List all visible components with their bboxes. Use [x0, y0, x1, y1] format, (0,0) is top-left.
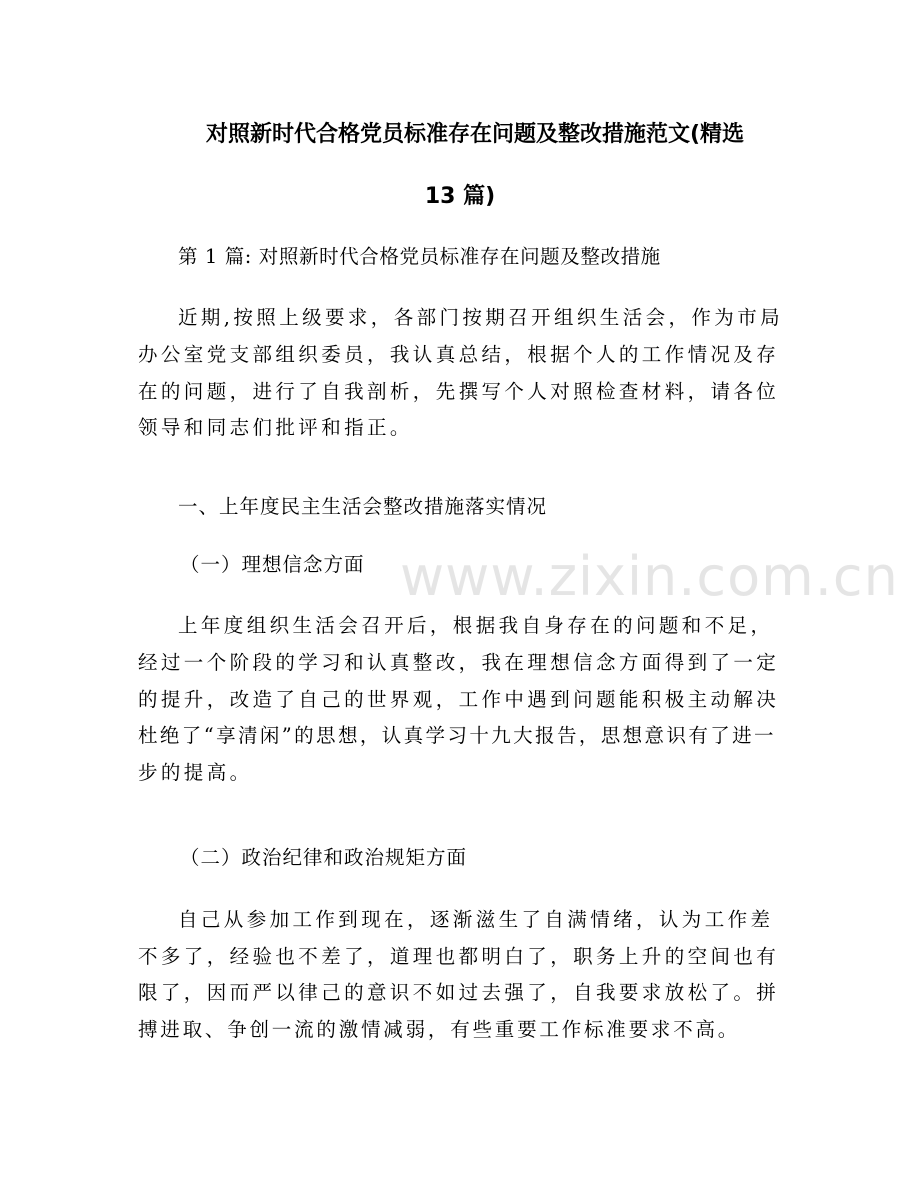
document-title-line-2: 13 篇) [424, 184, 496, 209]
paragraph-2-line-3: 的提升，改造了自己的世界观，工作中遇到问题能积极主动解决 [138, 688, 780, 711]
chapter-heading: 第 1 篇: 对照新时代合格党员标准存在问题及整改措施 [178, 245, 661, 268]
paragraph-3-line-1: 自己从参加工作到现在，逐渐滋生了自满情绪，认为工作差 [178, 908, 774, 931]
subsection-1-heading: （一）理想信念方面 [180, 553, 365, 576]
section-1-heading: 一、上年度民主生活会整改措施落实情况 [178, 495, 548, 518]
paragraph-2-line-5: 步的提高。 [138, 761, 253, 784]
subsection-2-heading: （二）政治纪律和政治规矩方面 [180, 846, 468, 869]
paragraph-3-line-4: 搏进取、争创一流的激情减弱，有些重要工作标准要求不高。 [138, 1018, 741, 1041]
site-watermark: www.zixin.com.cn [400, 545, 899, 608]
paragraph-2-line-4: 杜绝了“享清闲”的思想，认真学习十九大报告，思想意识有了进一 [138, 724, 776, 747]
paragraph-2-line-2: 经过一个阶段的学习和认真整改，我在理想信念方面得到了一定 [138, 651, 780, 674]
paragraph-1-line-2: 办公室党支部组织委员，我认真总结，根据个人的工作情况及存 [138, 343, 780, 366]
document-title-line-1: 对照新时代合格党员标准存在问题及整改措施范文(精选 [205, 122, 745, 147]
paragraph-3-line-2: 不多了，经验也不差了，道理也都明白了，职务上升的空间也有 [138, 945, 780, 968]
paragraph-2-line-1: 上年度组织生活会召开后，根据我自身存在的问题和不足， [178, 614, 774, 637]
paragraph-1-line-4: 领导和同志们批评和指正。 [138, 416, 413, 439]
paragraph-3-line-3: 限了，因而严以律己的意识不如过去强了，自我要求放松了。拼 [138, 981, 780, 1004]
paragraph-1-line-3: 在的问题，进行了自我剖析，先撰写个人对照检查材料，请各位 [138, 380, 780, 403]
paragraph-1-line-1: 近期,按照上级要求，各部门按期召开组织生活会，作为市局 [178, 306, 783, 329]
